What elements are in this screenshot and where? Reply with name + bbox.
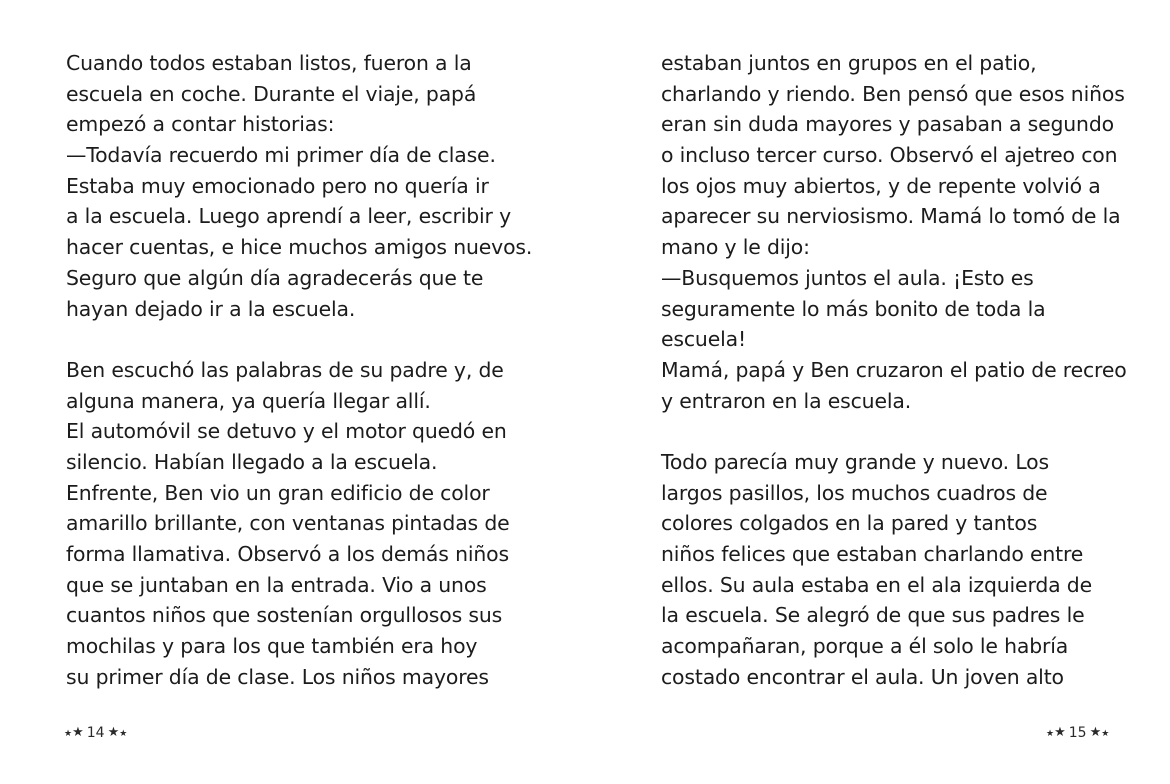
text-line: Estaba muy emocionado pero no quería ir [66,173,489,198]
text-line: acompañaran, porque a él solo le habría [661,634,1069,659]
right-page [585,0,1170,784]
text-line: Enfrente, Ben vio un gran edificio de color [66,480,490,505]
text-line: Seguro que algún día agradecerás que te [66,265,484,290]
page-number: 15 [1068,725,1087,741]
text-line: o incluso tercer curso. Observó el ajetreo con [661,143,1118,168]
text-line: empezó a contar historias: [66,112,335,137]
text-line: ellos. Su aula estaba en el ala izquierda de [661,572,1092,597]
text-line: su primer día de clase. Los niños mayores [66,664,489,689]
star-ornament-right [1090,725,1110,741]
text-line: largos pasillos, los muchos cuadros de [661,480,1048,505]
text-line: la escuela. Se alegró de que sus padres le [661,603,1085,628]
text-line: escuela en coche. Durante el viaje, papá [66,81,477,106]
star-ornament-left [64,725,84,741]
text-line: seguramente lo más bonito de toda la [661,296,1046,321]
text-line: —Busquemos juntos el aula. ¡Esto es [661,265,1034,290]
page-number-footer [64,722,127,744]
body-text [66,48,566,692]
star-icon: ★ [1101,729,1110,739]
paragraph [66,355,566,693]
paragraph-gap [66,324,566,355]
text-line: forma llamativa. Observó a los demás niños [66,542,509,566]
text-line: los ojos muy abiertos, y de repente volvió a [661,173,1101,198]
text-line: y entraron en la escuela. [661,388,912,413]
paragraph [66,48,566,324]
text-line: mano y le dijo: [661,235,810,260]
text-line: escuela! [661,327,746,352]
text-line: Ben escuchó las palabras de su padre y, de [66,357,504,382]
star-icon: ★ [107,725,120,740]
text-line: —Todavía recuerdo mi primer día de clase. [66,143,496,168]
text-line: amarillo brillante, con ventanas pintadas de [66,511,510,536]
text-line: a la escuela. Luego aprendí a leer, escribir y [66,204,512,229]
paragraph [661,48,1161,416]
star-ornament-right [108,725,128,741]
text-line: Cuando todos estaban listos, fueron a la [66,51,472,75]
star-icon: ★ [72,725,84,740]
text-line: hayan dejado ir a la escuela. [66,296,356,321]
text-line: aparecer su nerviosismo. Mamá lo tomó de la [661,204,1121,229]
text-line: niños felices que estaban charlando entre [661,542,1084,566]
star-ornament-left [1046,725,1066,741]
page-number-footer [1046,722,1109,744]
text-line: charlando y riendo. Ben pensó que esos niños [661,81,1125,106]
text-line: que se juntaban en la entrada. Vio a unos [66,572,487,597]
star-icon: ★ [64,729,73,739]
star-icon: ★ [119,729,128,739]
paragraph-gap [661,416,1161,447]
text-line: eran sin duda mayores y pasaban a segundo [661,112,1114,137]
text-line: costado encontrar el aula. Un joven alto [661,664,1064,689]
page-number: 14 [86,725,105,741]
text-line: colores colgados en la pared y tantos [661,511,1038,536]
text-line: mochilas y para los que también era hoy [66,634,478,659]
text-line: Todo parecía muy grande y nuevo. Los [661,449,1049,474]
star-icon: ★ [1054,725,1066,740]
paragraph [661,447,1161,693]
text-line: cuantos niños que sostenían orgullosos sus [66,603,503,628]
star-icon: ★ [1046,729,1055,739]
text-line: hacer cuentas, e hice muchos amigos nuevos. [66,235,533,260]
text-line: silencio. Habían llegado a la escuela. [66,449,438,474]
star-icon: ★ [1089,725,1102,740]
text-line: El automóvil se detuvo y el motor quedó en [66,419,507,444]
text-line: alguna manera, ya quería llegar allí. [66,388,431,413]
text-line: estaban juntos en grupos en el patio, [661,51,1037,75]
text-line: Mamá, papá y Ben cruzaron el patio de recreo [661,357,1127,382]
body-text [661,48,1161,692]
